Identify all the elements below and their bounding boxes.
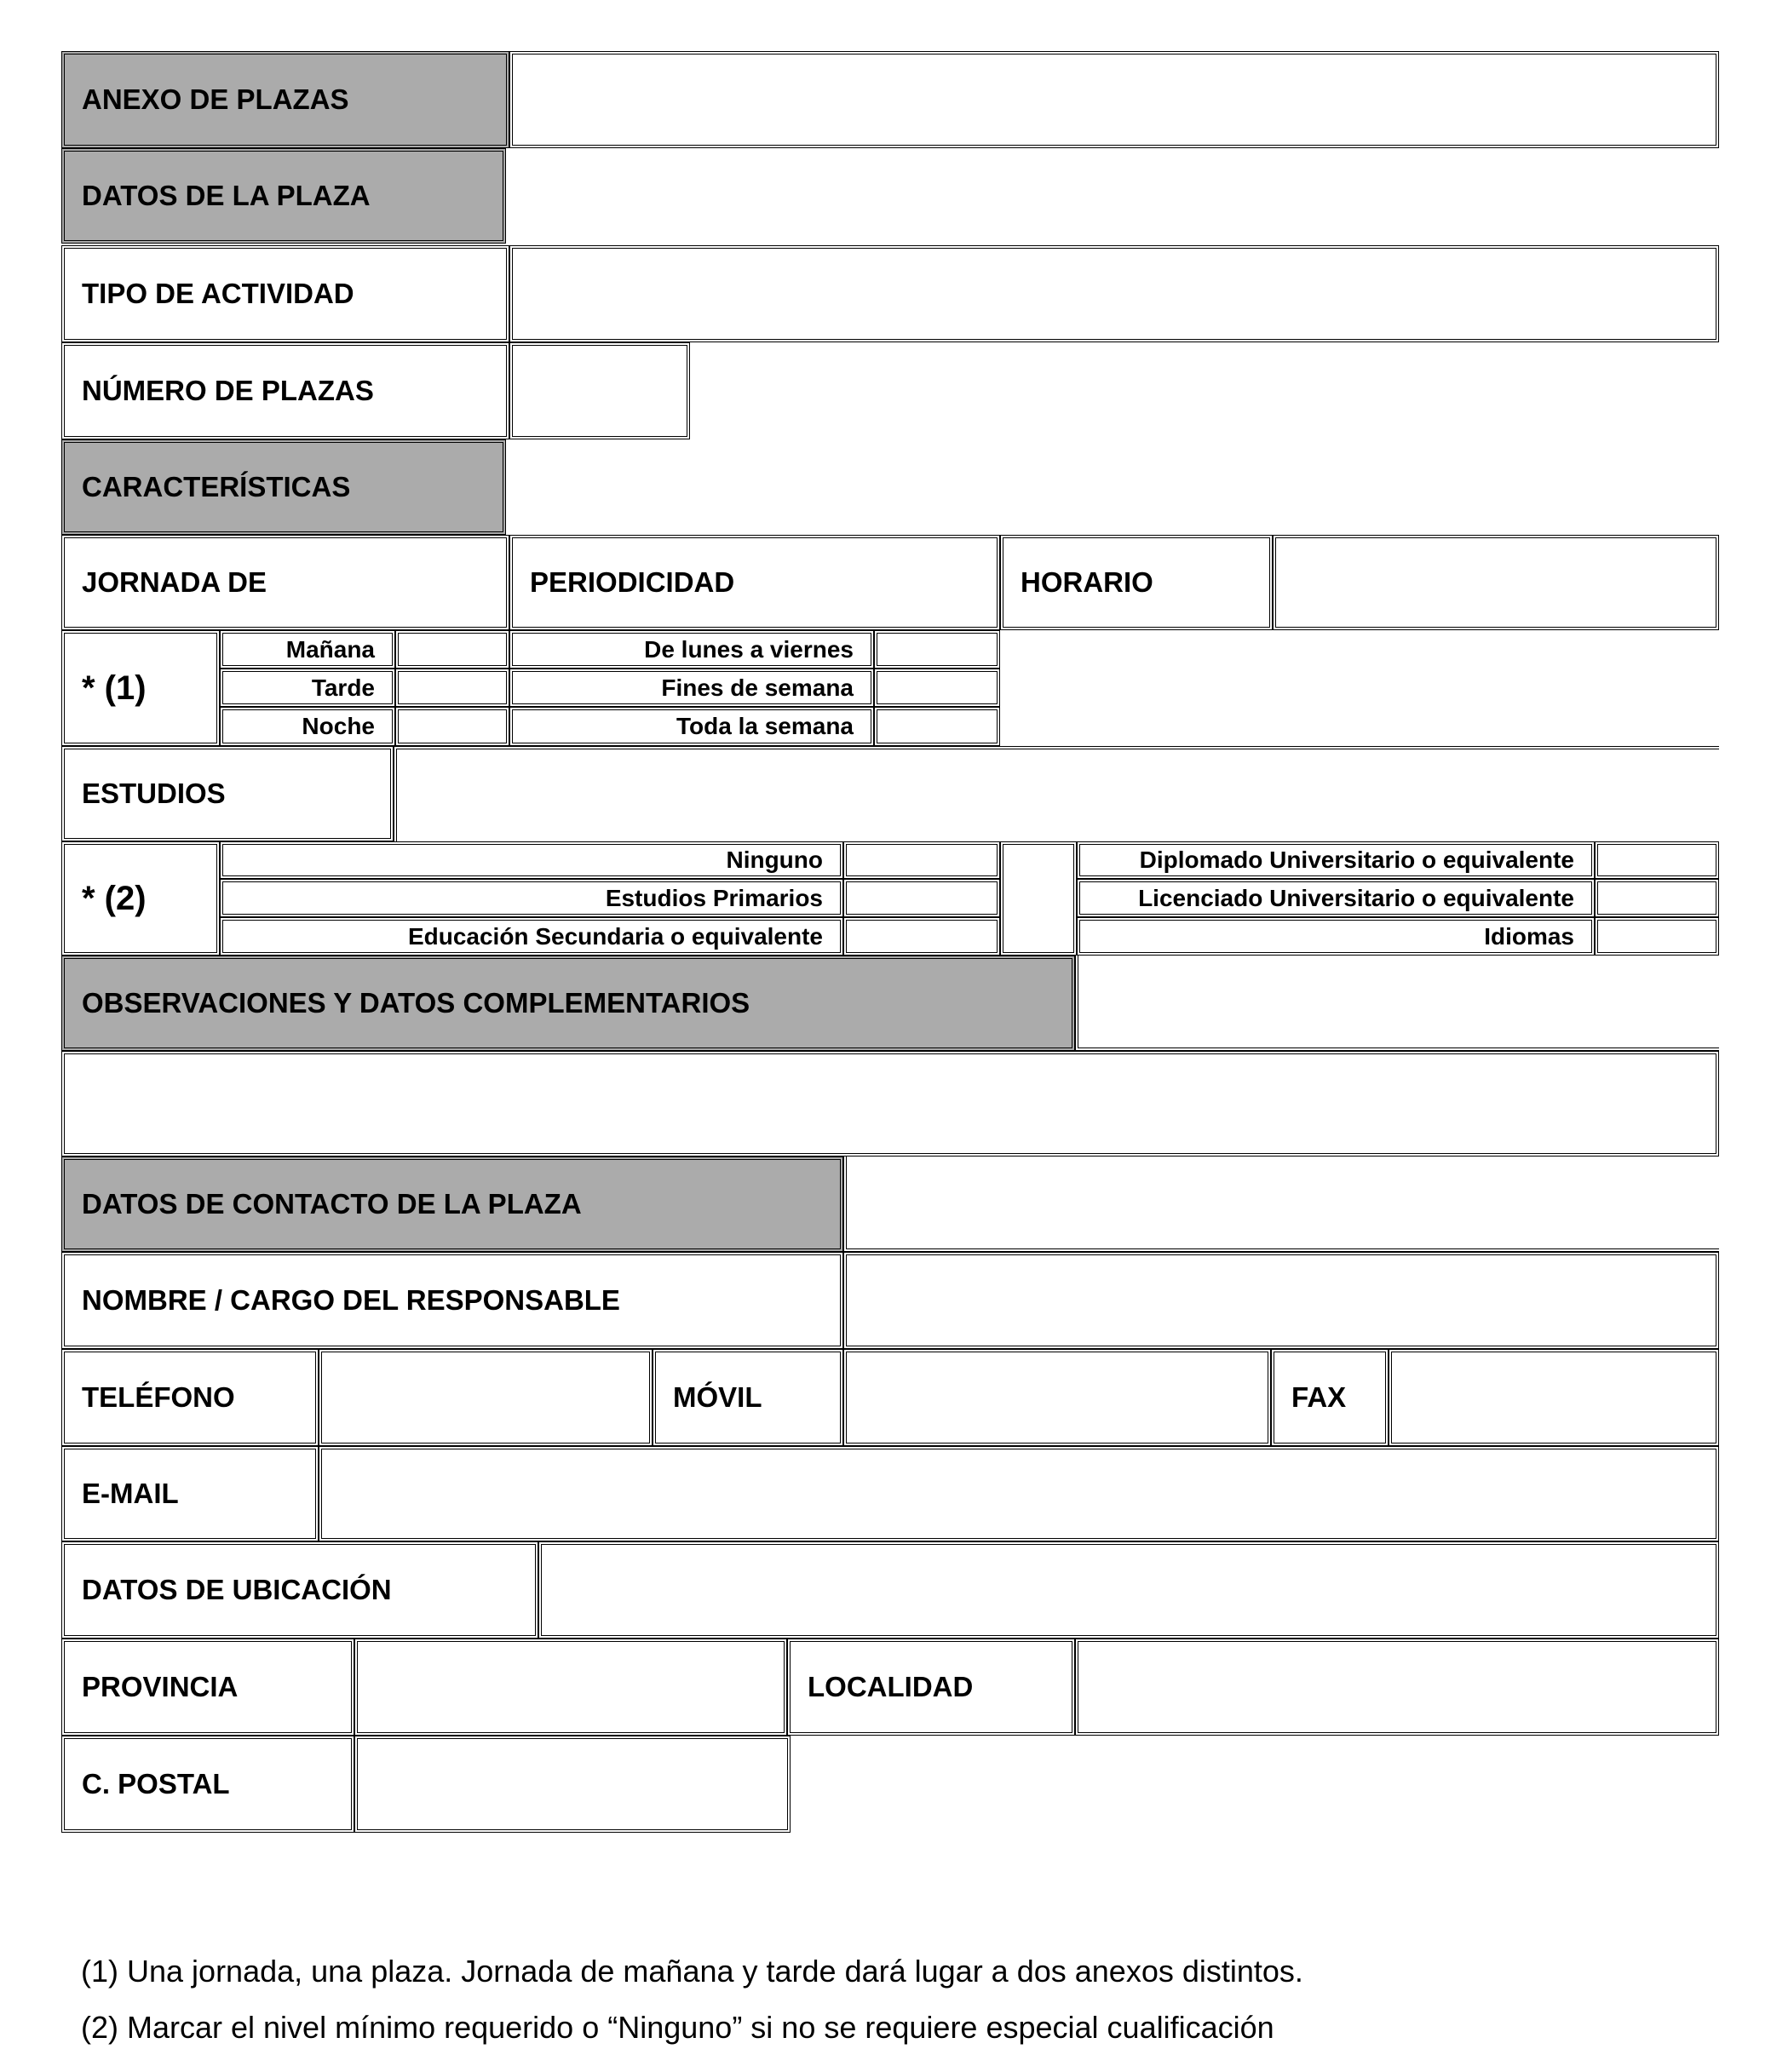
periodicidad-checkbox-fines-semana[interactable] bbox=[874, 669, 1000, 707]
periodicidad-text: PERIODICIDAD bbox=[530, 566, 735, 598]
tipo-actividad-label bbox=[61, 245, 509, 342]
estudios-checkbox-licenciado[interactable] bbox=[1595, 879, 1719, 917]
horario-field[interactable] bbox=[1273, 535, 1719, 630]
localidad-label bbox=[787, 1639, 1075, 1736]
responsable-field[interactable] bbox=[843, 1252, 1719, 1349]
marker-2 bbox=[61, 841, 220, 956]
jornada-option-label bbox=[220, 630, 395, 669]
estudios-checkbox-primarios[interactable] bbox=[843, 879, 1000, 917]
anexo-field[interactable] bbox=[509, 51, 1719, 148]
footnote-1: (1) Una jornada, una plaza. Jornada de mañana y tarde dará lugar a dos anexos distintos. bbox=[81, 1954, 1303, 1989]
estudios-spacer bbox=[1000, 841, 1077, 956]
periodicidad-checkbox-lunes-viernes[interactable] bbox=[874, 630, 1000, 669]
cpostal-text: C. POSTAL bbox=[82, 1768, 230, 1799]
estudios-option-label bbox=[220, 879, 843, 917]
estudios-option-label bbox=[1077, 841, 1595, 879]
contacto-text: DATOS DE CONTACTO DE LA PLAZA bbox=[82, 1188, 582, 1220]
ubicacion-text: DATOS DE UBICACIÓN bbox=[82, 1574, 392, 1605]
provincia-label bbox=[61, 1639, 354, 1736]
jornada-option-label bbox=[220, 669, 395, 707]
cpostal-field[interactable] bbox=[354, 1736, 791, 1833]
email-text: E-MAIL bbox=[82, 1478, 179, 1509]
numero-plazas-text: NÚMERO DE PLAZAS bbox=[82, 375, 374, 406]
estudios-checkbox-diplomado[interactable] bbox=[1595, 841, 1719, 879]
observaciones-header bbox=[61, 956, 1075, 1051]
contacto-header bbox=[61, 1157, 843, 1252]
numero-plazas-field[interactable] bbox=[509, 342, 690, 439]
datos-plaza-text: DATOS DE LA PLAZA bbox=[82, 180, 371, 211]
estudios-option-text: Estudios Primarios bbox=[605, 884, 823, 911]
horario-text: HORARIO bbox=[1021, 566, 1153, 598]
jornada-checkbox-tarde[interactable] bbox=[395, 669, 509, 707]
estudios-option-text: Educación Secundaria o equivalente bbox=[407, 922, 823, 950]
jornada-text: JORNADA DE bbox=[82, 566, 267, 598]
provincia-text: PROVINCIA bbox=[82, 1671, 239, 1702]
numero-plazas-label bbox=[61, 342, 509, 439]
estudios-field bbox=[394, 746, 1719, 841]
estudios-option-label bbox=[220, 917, 843, 956]
periodicidad-option-text: De lunes a viernes bbox=[644, 635, 854, 663]
responsable-text: NOMBRE / CARGO DEL RESPONSABLE bbox=[82, 1284, 620, 1316]
telefono-text: TELÉFONO bbox=[82, 1381, 235, 1413]
anexo-title-text: ANEXO DE PLAZAS bbox=[82, 83, 349, 115]
fax-field[interactable] bbox=[1389, 1349, 1719, 1446]
estudios-option-label bbox=[1077, 917, 1595, 956]
localidad-text: LOCALIDAD bbox=[808, 1671, 974, 1702]
estudios-option-text: Licenciado Universitario o equivalente bbox=[1138, 884, 1574, 911]
marker-1 bbox=[61, 630, 220, 746]
caracteristicas-text: CARACTERÍSTICAS bbox=[82, 471, 351, 502]
ubicacion-label bbox=[61, 1541, 538, 1639]
estudios-option-label bbox=[1077, 879, 1595, 917]
estudios-checkbox-ninguno[interactable] bbox=[843, 841, 1000, 879]
estudios-checkbox-secundaria[interactable] bbox=[843, 917, 1000, 956]
observaciones-field[interactable] bbox=[61, 1051, 1719, 1157]
estudios-checkbox-idiomas[interactable] bbox=[1595, 917, 1719, 956]
movil-label bbox=[653, 1349, 843, 1446]
fax-text: FAX bbox=[1291, 1381, 1347, 1413]
telefono-label bbox=[61, 1349, 319, 1446]
telefono-field[interactable] bbox=[319, 1349, 653, 1446]
jornada-option-text: Mañana bbox=[285, 635, 375, 663]
periodicidad-label bbox=[509, 535, 1000, 630]
tipo-actividad-text: TIPO DE ACTIVIDAD bbox=[82, 278, 354, 309]
observaciones-text: OBSERVACIONES Y DATOS COMPLEMENTARIOS bbox=[82, 987, 750, 1019]
estudios-option-text: Ninguno bbox=[726, 847, 823, 873]
estudios-option-text: Diplomado Universitario o equivalente bbox=[1139, 847, 1574, 873]
jornada-label bbox=[61, 535, 509, 630]
estudios-option-text: Idiomas bbox=[1484, 922, 1574, 950]
ubicacion-field[interactable] bbox=[538, 1541, 1719, 1639]
cpostal-label bbox=[61, 1736, 354, 1833]
responsable-label bbox=[61, 1252, 843, 1349]
contacto-side bbox=[843, 1157, 1719, 1252]
periodicidad-checkbox-toda-semana[interactable] bbox=[874, 707, 1000, 746]
periodicidad-option-text: Fines de semana bbox=[661, 674, 854, 701]
tipo-actividad-field[interactable] bbox=[509, 245, 1719, 342]
provincia-field[interactable] bbox=[354, 1639, 787, 1736]
jornada-checkbox-noche[interactable] bbox=[395, 707, 509, 746]
observaciones-side bbox=[1075, 956, 1719, 1051]
footnote-2: (2) Marcar el nivel mínimo requerido o “Ninguno” si no se requiere especial cualificación bbox=[81, 2010, 1274, 2045]
periodicidad-option-label bbox=[509, 669, 874, 707]
horario-label bbox=[1000, 535, 1273, 630]
jornada-option-text: Noche bbox=[302, 713, 375, 739]
jornada-checkbox-manana[interactable] bbox=[395, 630, 509, 669]
jornada-option-text: Tarde bbox=[311, 674, 375, 701]
anexo-title bbox=[61, 51, 509, 148]
periodicidad-option-text: Toda la semana bbox=[676, 713, 854, 739]
datos-plaza-header bbox=[61, 148, 506, 244]
periodicidad-option-label bbox=[509, 707, 874, 746]
movil-text: MÓVIL bbox=[673, 1381, 762, 1413]
estudios-option-label bbox=[220, 841, 843, 879]
estudios-text: ESTUDIOS bbox=[82, 778, 226, 809]
fax-label bbox=[1271, 1349, 1389, 1446]
email-field[interactable] bbox=[319, 1446, 1719, 1541]
caracteristicas-header bbox=[61, 439, 506, 535]
movil-field[interactable] bbox=[843, 1349, 1271, 1446]
jornada-option-label bbox=[220, 707, 395, 746]
localidad-field[interactable] bbox=[1075, 1639, 1719, 1736]
email-label bbox=[61, 1446, 319, 1541]
periodicidad-option-label bbox=[509, 630, 874, 669]
marker-2-text: * (2) bbox=[82, 879, 147, 917]
marker-1-text: * (1) bbox=[82, 669, 147, 707]
estudios-label bbox=[61, 746, 394, 841]
